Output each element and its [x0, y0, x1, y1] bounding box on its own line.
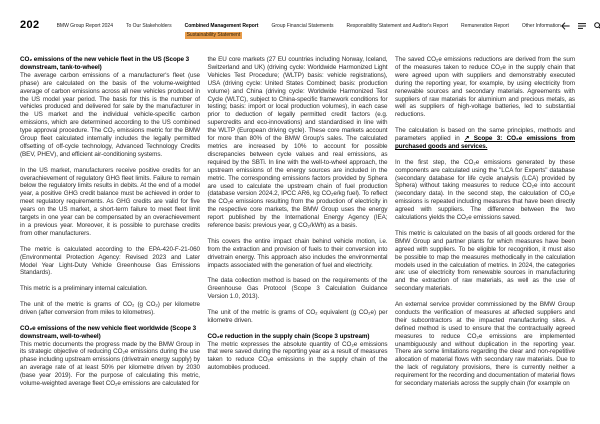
table-of-contents-icon[interactable]: [578, 22, 586, 30]
paragraph: The metric expresses the absolute quantity of CO₂e emissions that were saved during the reporting year as a result of measures taken to reduce CO₂e emissions in the supply chain of the automobiles produced.: [207, 340, 388, 372]
paragraph: This covers the entire impact chain behind vehicle motion, i.e. from the extraction and provision of fuels to their conversion into drivetrain energy. This approach also includes the environmental impacts associated with the generation of fuel and electricity.: [207, 237, 388, 269]
paragraph: The saved CO₂e emissions reductions are derived from the sum of the measures taken to reduce CO₂e in the supply chain that were agreed upon with suppliers and demonstrably executed during the reporting year, for example, by using electricity from renewable sources and secondary materials. Agreements with suppliers of raw materials for aluminium and precious metals, as well as suppliers of high-voltage batteries, led to substantial reductions.: [395, 56, 575, 119]
paragraph: This metric is a preliminary internal calculation.: [20, 285, 148, 293]
back-arrow-icon[interactable]: [561, 22, 570, 30]
column-2: [208, 56, 388, 396]
nav-item-responsibility-statement[interactable]: Responsibility Statement and Auditor's Report: [346, 23, 449, 29]
column-3: [395, 56, 575, 396]
paragraph: The metric is calculated according to the EPA-420-F-21-060 (Environmental Protection Agency: Revised 2023 and Later Model Year Light-Duty Vehicle Greenhouse Gas Emissions Standards).: [20, 245, 200, 277]
nav-item-group-financial-statements[interactable]: Group Financial Statements: [271, 23, 334, 29]
paragraph: The unit of the metric is grams of CO₂ equivalent (g CO₂e) per kilometre driven.: [207, 308, 388, 324]
paragraph-lead: The calculation is based on the same principles, methods and parameters applied in: [395, 127, 575, 143]
paragraph: The unit of the metric is grams of CO₂ (g CO₂) per kilometre driven (after conversion from miles to kilometres).: [20, 301, 200, 316]
sustainability-statement-tag[interactable]: Sustainability Statement: [186, 32, 241, 38]
scope3-purchased-goods-link[interactable]: ↗ Scope 3: CO₂e emissions from purchased goods and services.: [395, 135, 575, 150]
paragraph: the EU core markets (27 EU countries including Norway, Iceland, Switzerland and UK) (driving cycle: Worldwide Harmonized Light Vehicles Test Procedure; (WLTP) basis: vehicle registrations), USA (driving cycle: United States Combined; basis: production volume) and China (driving cycle: Worldwide Harmonized Test Cycle (WLTC), subject to China-specific framework conditions for testing; basis: import or local production volumes), in each case prior to deduction of legally permitted credit factors (e.g. supercredits and eco-innovations) and standardised in line with the WLTP (European driving cycle). These core markets account for more than 80% of the BMW Group's sales. The calculated metrics are increased by 10% to account for possible discrepancies between cycle values and real emissions, as required by the SBTi. In line with the well-to-wheel approach, the upstream emissions of the energy sources are included in the metric. The corresponding emissions factors provided by Sphera are used to calculate the upstream chain of fuel production (database version 2024.2, IPCC AR6, kg CO₂e/kg fuel). To reflect the CO₂e emissions resulting from the production of electricity in the respective core markets, the BMW Group uses the energy report published by the International Energy Agency (IEA; reference basis: previous year, g CO₂/kWh) as a basis.: [207, 56, 388, 230]
paragraph: This metric is calculated on the basis of all goods ordered for the BMW Group and partner plants for which measures have been agreed with suppliers. To be eligible for recognition, it must also be possible to map the measures methodically in the calculation models used in the calculation of metrics. In 2024, the categories are: use of electricity from renewable sources in manufacturing and the extraction of raw materials, as well as the use of secondary materials.: [395, 229, 575, 293]
paragraph: In the US market, manufacturers receive positive credits for an overachievement of regulatory GHG fleet limits. Failure to remain below the regulatory limits results in debits. At the end of a model year, a positive GHG credit balance must be achieved in order to meet regulatory requirements. As GHG credits are valid for five years on the US market, a short-term failure to meet fleet limit targets in one year can be compensated by an overachievement in a previous year. Moreover, it is possible to purchase credits from other manufacturers.: [20, 166, 200, 237]
paragraph-with-link: [395, 127, 575, 151]
section-heading-worldwide-fleet: CO₂e emissions of the new vehicle fleet worldwide (Scope 3 downstream, well-to-wheel): [20, 324, 197, 340]
paragraph: The data collection method is based on the requirements of the Greenhouse Gas Protocol (Scope 3 Calculation Guidance Version 1.0, 2013).: [207, 277, 388, 301]
paragraph: This metric documents the progress made by the BMW Group in its strategic objective of reducing CO₂e emissions during the use phase including upstream emissions (drivetrain energy supply) by an average rate of at least 50% per kilometre driven by 2030 (base year 2019). For the purpose of calculating this metric, volume-weighted average fleet CO₂e emissions are calculated for: [20, 340, 200, 388]
nav-item-combined-management-report[interactable]: Combined Management Report Sustainability Statement: [184, 23, 259, 38]
header-icons: [561, 20, 600, 30]
section-heading-us-fleet: CO₂ emissions of the new vehicle fleet in the US (Scope 3 downstream, tank-to-wheel): [20, 56, 190, 71]
nav-item-other-information[interactable]: Other Information: [521, 23, 561, 29]
top-navigation: [57, 20, 561, 39]
header-bar: [20, 20, 578, 39]
nav-item-bmw-group-report[interactable]: BMW Group Report 2024: [56, 23, 113, 29]
paragraph: The average carbon emissions of a manufacturer's fleet (use phase) are calculated on the basis of the volume-weighted average of carbon emissions across all new vehicles produced in the US model year period. The basis for this is the number of vehicles produced and delivered for sale by the manufacturer in the US market and the individual vehicle-specific carbon emissions, which are determined according to the US combined type approval procedure. The CO₂ emissions metric for the BMW Group fleet calculated internally includes the legally permitted offsetting of off-cycle technology, Advanced Technology Credits (BEV, PHEV), and efficient air-conditioning systems.: [20, 71, 200, 158]
nav-item-remuneration-report[interactable]: Remuneration Report: [461, 23, 509, 29]
paragraph: In the first step, the CO₂e emissions generated by these components are calculated using the "LCA for Experts" database (secondary database for life cycle analysis (LCA) provided by Sphera) without taking measures to reduce CO₂e into account (secondary data). In the second step, the calculation of CO₂e emissions is repeated including measures that have been directly agreed with suppliers. The difference between the two calculations yields the CO₂e emissions saved.: [395, 158, 575, 222]
document-body: [20, 56, 575, 396]
nav-item-to-our-stakeholders[interactable]: To Our Stakeholders: [125, 23, 172, 29]
column-1: [20, 56, 200, 396]
search-icon[interactable]: [594, 22, 600, 30]
paragraph: An external service provider commissioned by the BMW Group conducts the verification of measures at affected suppliers and their subcontractors at the impacted manufacturing sites. A defined method is used to ensure that the contractually agreed measures to reduce CO₂e emissions are implemented unambiguously and without duplication in the reporting year. There are some limitations regarding the clear and non-repetitive allocation of material flows with secondary raw materials. Due to the lack of regulatory provisions, there is currently neither a requirement for the recording and documentation of material flows for secondary materials across the supply chain (for example on: [395, 301, 575, 388]
page-number: 202: [20, 19, 40, 31]
section-heading-supply-chain-reduction: CO₂e reduction in the supply chain (Scope 3 upstream): [207, 332, 370, 340]
